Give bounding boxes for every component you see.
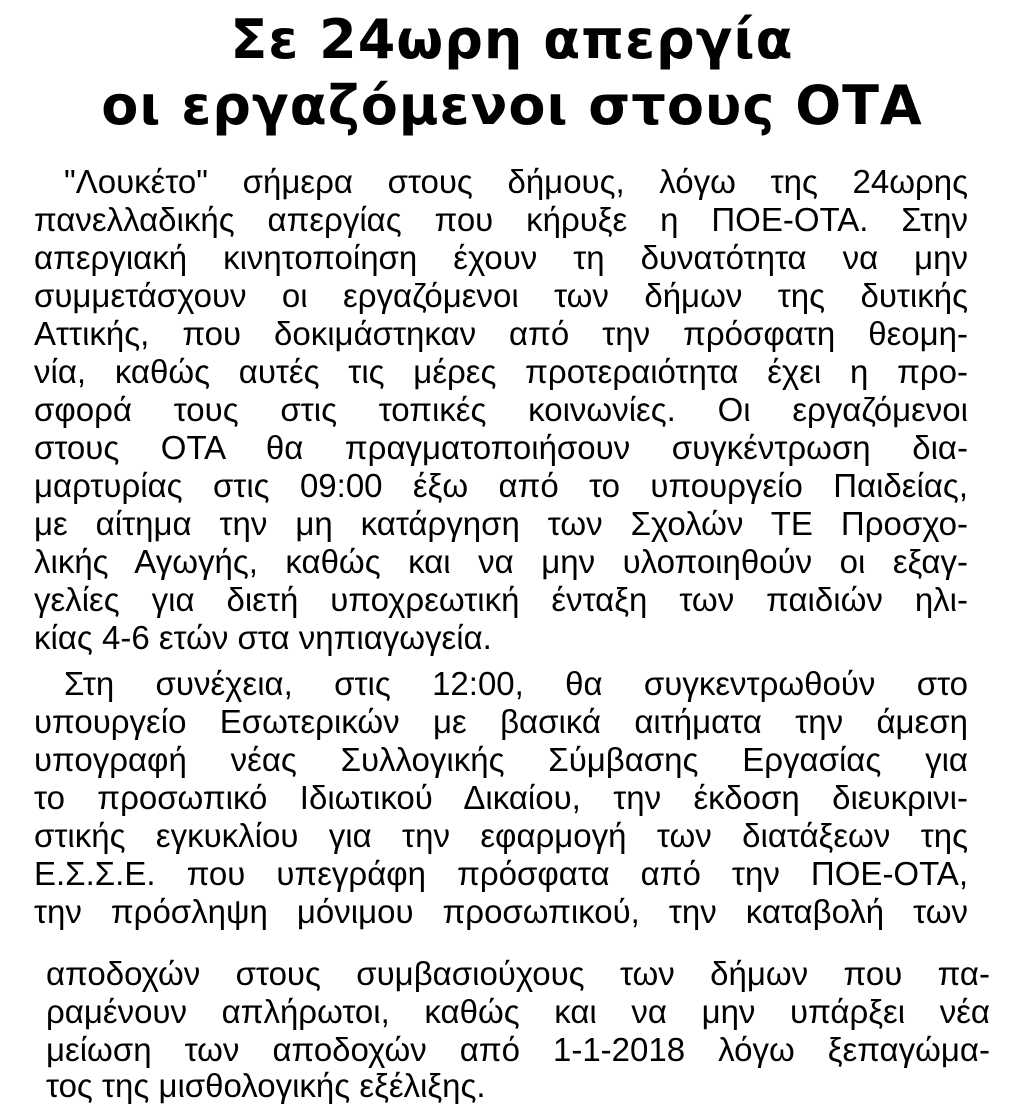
headline-line-1: Σε 24ωρη απεργία — [230, 8, 794, 71]
body-line: ραμένουν απλήρωτοι, καθώς και να μην υπάρξει νέα — [46, 993, 990, 1030]
body-line: την πρόσληψη μόνιμου προσωπικού, την καταβολή των — [34, 893, 968, 930]
body-line: πανελλαδικής απεργίας που κήρυξε η ΠΟΕ-ΟΤΑ. Στην — [34, 201, 968, 238]
body-line: σφορά τους στις τοπικές κοινωνίες. Οι εργαζόμενοι — [34, 391, 968, 428]
body-line: απεργιακή κινητοποίηση έχουν τη δυνατότητα να μην — [34, 239, 968, 276]
body-line: υπογραφή νέας Συλλογικής Σύμβασης Εργασίας για — [34, 741, 968, 778]
body-line: νία, καθώς αυτές τις μέρες προτεραιότητα έχει η προ- — [34, 353, 968, 390]
body-line: μαρτυρίας στις 09:00 έξω από το υπουργείο Παιδείας, — [34, 467, 968, 504]
body-line: λικής Αγωγής, καθώς και να μην υλοποιηθούν οι εξαγ- — [34, 543, 968, 580]
body-line: υπουργείο Εσωτερικών με βασικά αιτήματα την άμεση — [34, 703, 968, 740]
body-line: Αττικής, που δοκιμάστηκαν από την πρόσφατη θεομη- — [34, 315, 968, 352]
body-line: στους ΟΤΑ θα πραγματοποιήσουν συγκέντρωση δια- — [34, 429, 968, 466]
body-line: με αίτημα την μη κατάργηση των Σχολών ΤΕ Προσχο- — [34, 505, 968, 542]
body-line: τος της μισθολογικής εξέλιξης. — [46, 1067, 486, 1104]
body-line: το προσωπικό Ιδιωτικού Δικαίου, την έκδοση διευκρινι- — [34, 779, 968, 816]
body-line: αποδοχών στους συμβασιούχους των δήμων που πα- — [46, 955, 990, 992]
body-line: κίας 4-6 ετών στα νηπιαγωγεία. — [34, 619, 492, 656]
body-line: μείωση των αποδοχών από 1-1-2018 λόγω ξεπαγώμα- — [46, 1031, 990, 1068]
body-line: Στη συνέχεια, στις 12:00, θα συγκεντρωθούν στο — [64, 665, 968, 702]
body-line: συμμετάσχουν οι εργαζόμενοι των δήμων της δυτικής — [34, 277, 968, 314]
body-line: γελίες για διετή υποχρεωτική ένταξη των παιδιών ηλι- — [34, 581, 968, 618]
body-line: "Λουκέτο" σήμερα στους δήμους, λόγω της 24ωρης — [64, 163, 968, 200]
headline-line-2: οι εργαζόμενοι στους ΟΤΑ — [101, 74, 923, 137]
body-line: στικής εγκυκλίου για την εφαρμογή των διατάξεων της — [34, 817, 968, 854]
body-line: Ε.Σ.Σ.Ε. που υπεγράφη πρόσφατα από την ΠΟΕ-ΟΤΑ, — [34, 855, 968, 892]
